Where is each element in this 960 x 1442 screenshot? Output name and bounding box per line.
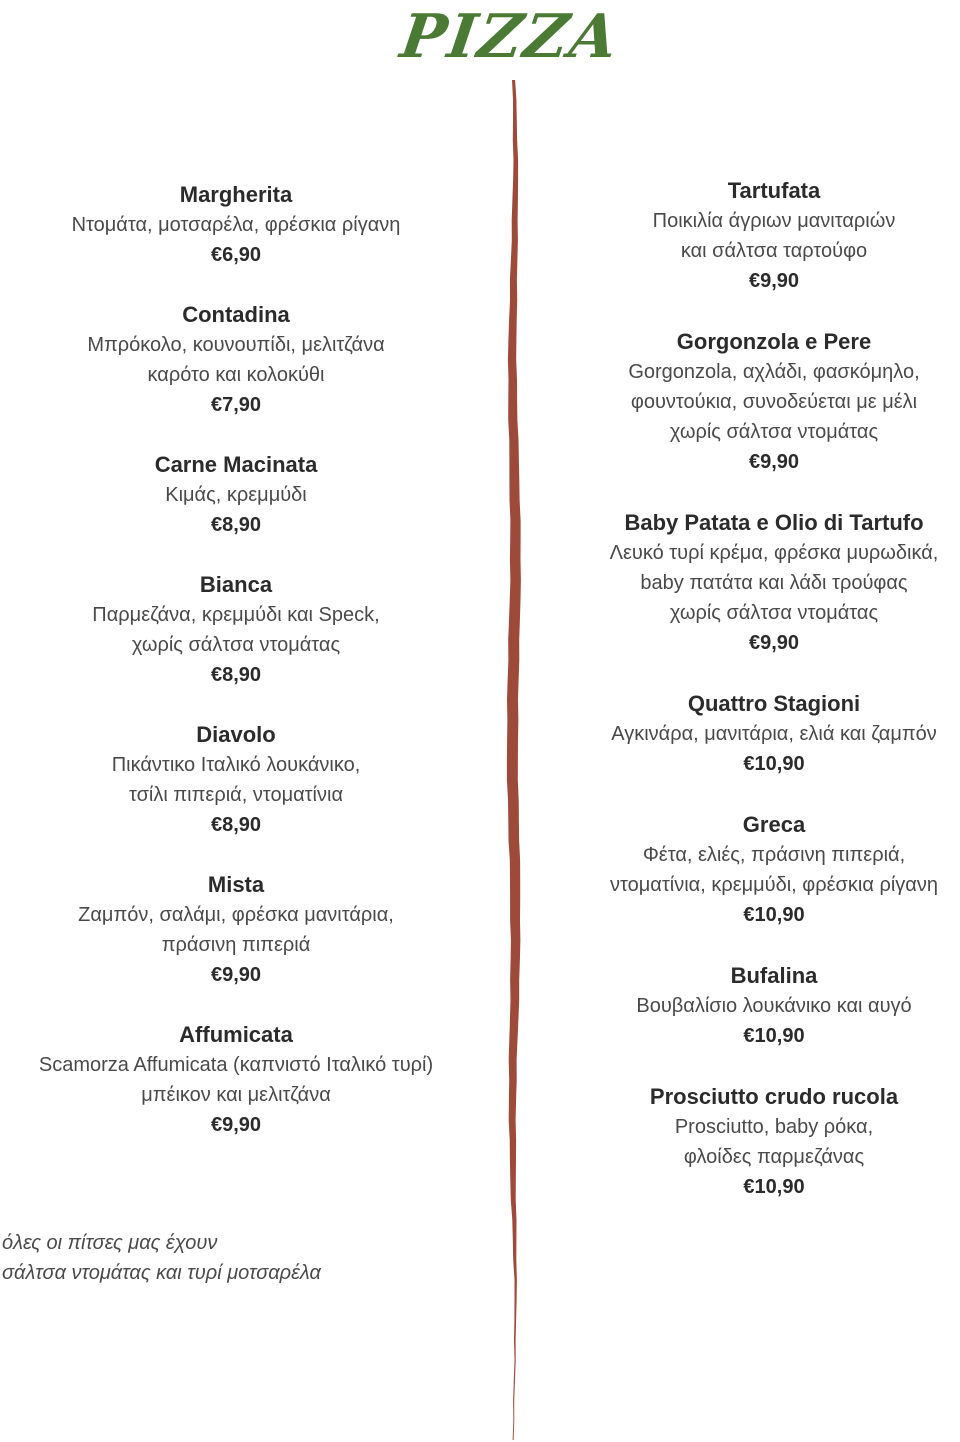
item-description: Ζαμπόν, σαλάμι, φρέσκα μανιτάρια, [78,904,394,926]
left-menu-column [0,180,472,1170]
item-price: €8,90 [210,814,262,836]
item-price: €10,90 [743,753,805,775]
item-price: €8,90 [210,664,262,686]
item-description: και σάλτσα ταρτούφο [680,240,868,262]
item-description: Παρμεζάνα, κρεμμύδι και Speck, [92,604,380,626]
menu-item [0,720,472,840]
item-price: €9,90 [210,1114,262,1136]
item-price: €9,90 [748,270,800,292]
item-description: πράσινη πιπεριά [161,934,311,956]
menu-item [0,570,472,690]
menu-item [584,689,960,779]
item-description: Βουβαλίσιο λουκάνικο και αυγό [636,995,912,1017]
menu-item [584,961,960,1051]
menu-item [0,180,472,270]
item-price: €10,90 [743,904,805,926]
item-name: Carne Macinata [154,452,318,477]
item-name: Gorgonzola e Pere [676,329,872,354]
item-name: Mista [207,872,265,897]
item-description: Prosciutto, baby ρόκα, [674,1116,874,1138]
footnote-line: όλες οι πίτσες μας έχουν [2,1232,218,1254]
item-description: καρότο και κολοκύθι [147,364,325,386]
item-name: Prosciutto crudo rucola [649,1084,899,1109]
item-description: Ποικιλία άγριων μανιταριών [652,210,896,232]
item-name: Baby Patata e Olio di Tartufo [624,510,924,535]
footnote-line: σάλτσα ντομάτας και τυρί μοτσαρέλα [2,1262,321,1284]
item-name: Quattro Stagioni [687,691,861,716]
divider-brush-stroke [496,80,536,1440]
item-price: €9,90 [748,451,800,473]
item-description: χωρίς σάλτσα ντομάτας [131,634,341,656]
item-name: Affumicata [179,1022,293,1047]
item-description: χωρίς σάλτσα ντομάτας [669,602,879,624]
item-description: Λευκό τυρί κρέμα, φρέσκα μυρωδικά, [609,542,939,564]
menu-title: PIZZA [396,2,624,72]
item-price: €9,90 [748,632,800,654]
item-description: Scamorza Affumicata (καπνιστό Ιταλικό τυρί) [38,1054,434,1076]
item-description: ντοματίνια, κρεμμύδι, φρέσκια ρίγανη [610,874,938,896]
menu-item [584,1082,960,1202]
footnote [2,1228,321,1288]
item-description: φλοίδες παρμεζάνας [683,1146,865,1168]
item-price: €9,90 [210,964,262,986]
item-name: Tartufata [727,178,821,203]
item-price: €7,90 [210,394,262,416]
item-description: Αγκινάρα, μανιτάρια, ελιά και ζαμπόν [611,723,937,745]
item-name: Contadina [182,302,290,327]
menu-item [0,450,472,540]
item-description: Πικάντικο Ιταλικό λουκάνικο, [111,754,361,776]
item-name: Bufalina [730,963,818,988]
item-name: Margherita [179,182,293,207]
item-description: Κιμάς, κρεμμύδι [165,484,307,506]
menu-item [584,176,960,296]
item-description: Ντομάτα, μοτσαρέλα, φρέσκια ρίγανη [71,214,401,236]
item-price: €6,90 [210,244,262,266]
menu-item [584,508,960,658]
item-description: χωρίς σάλτσα ντομάτας [669,421,879,443]
item-name: Greca [742,812,806,837]
menu-item [584,327,960,477]
item-description: φουντούκια, συνοδεύεται με μέλι [630,391,918,413]
item-description: τσίλι πιπεριά, ντοματίνια [128,784,344,806]
item-description: baby πατάτα και λάδι τρούφας [640,572,908,594]
menu-item [0,870,472,990]
item-description: Φέτα, ελιές, πράσινη πιπεριά, [642,844,906,866]
item-price: €10,90 [743,1176,805,1198]
item-name: Diavolo [196,722,276,747]
item-name: Bianca [199,572,273,597]
item-price: €8,90 [210,514,262,536]
menu-item [0,1020,472,1140]
item-description: μπέικον και μελιτζάνα [141,1084,331,1106]
menu-item [584,810,960,930]
menu-item [0,300,472,420]
right-menu-column [584,176,960,1233]
item-description: Μπρόκολο, κουνουπίδι, μελιτζάνα [87,334,385,356]
item-price: €10,90 [743,1025,805,1047]
item-description: Gorgonzola, αχλάδι, φασκόμηλο, [628,361,920,383]
